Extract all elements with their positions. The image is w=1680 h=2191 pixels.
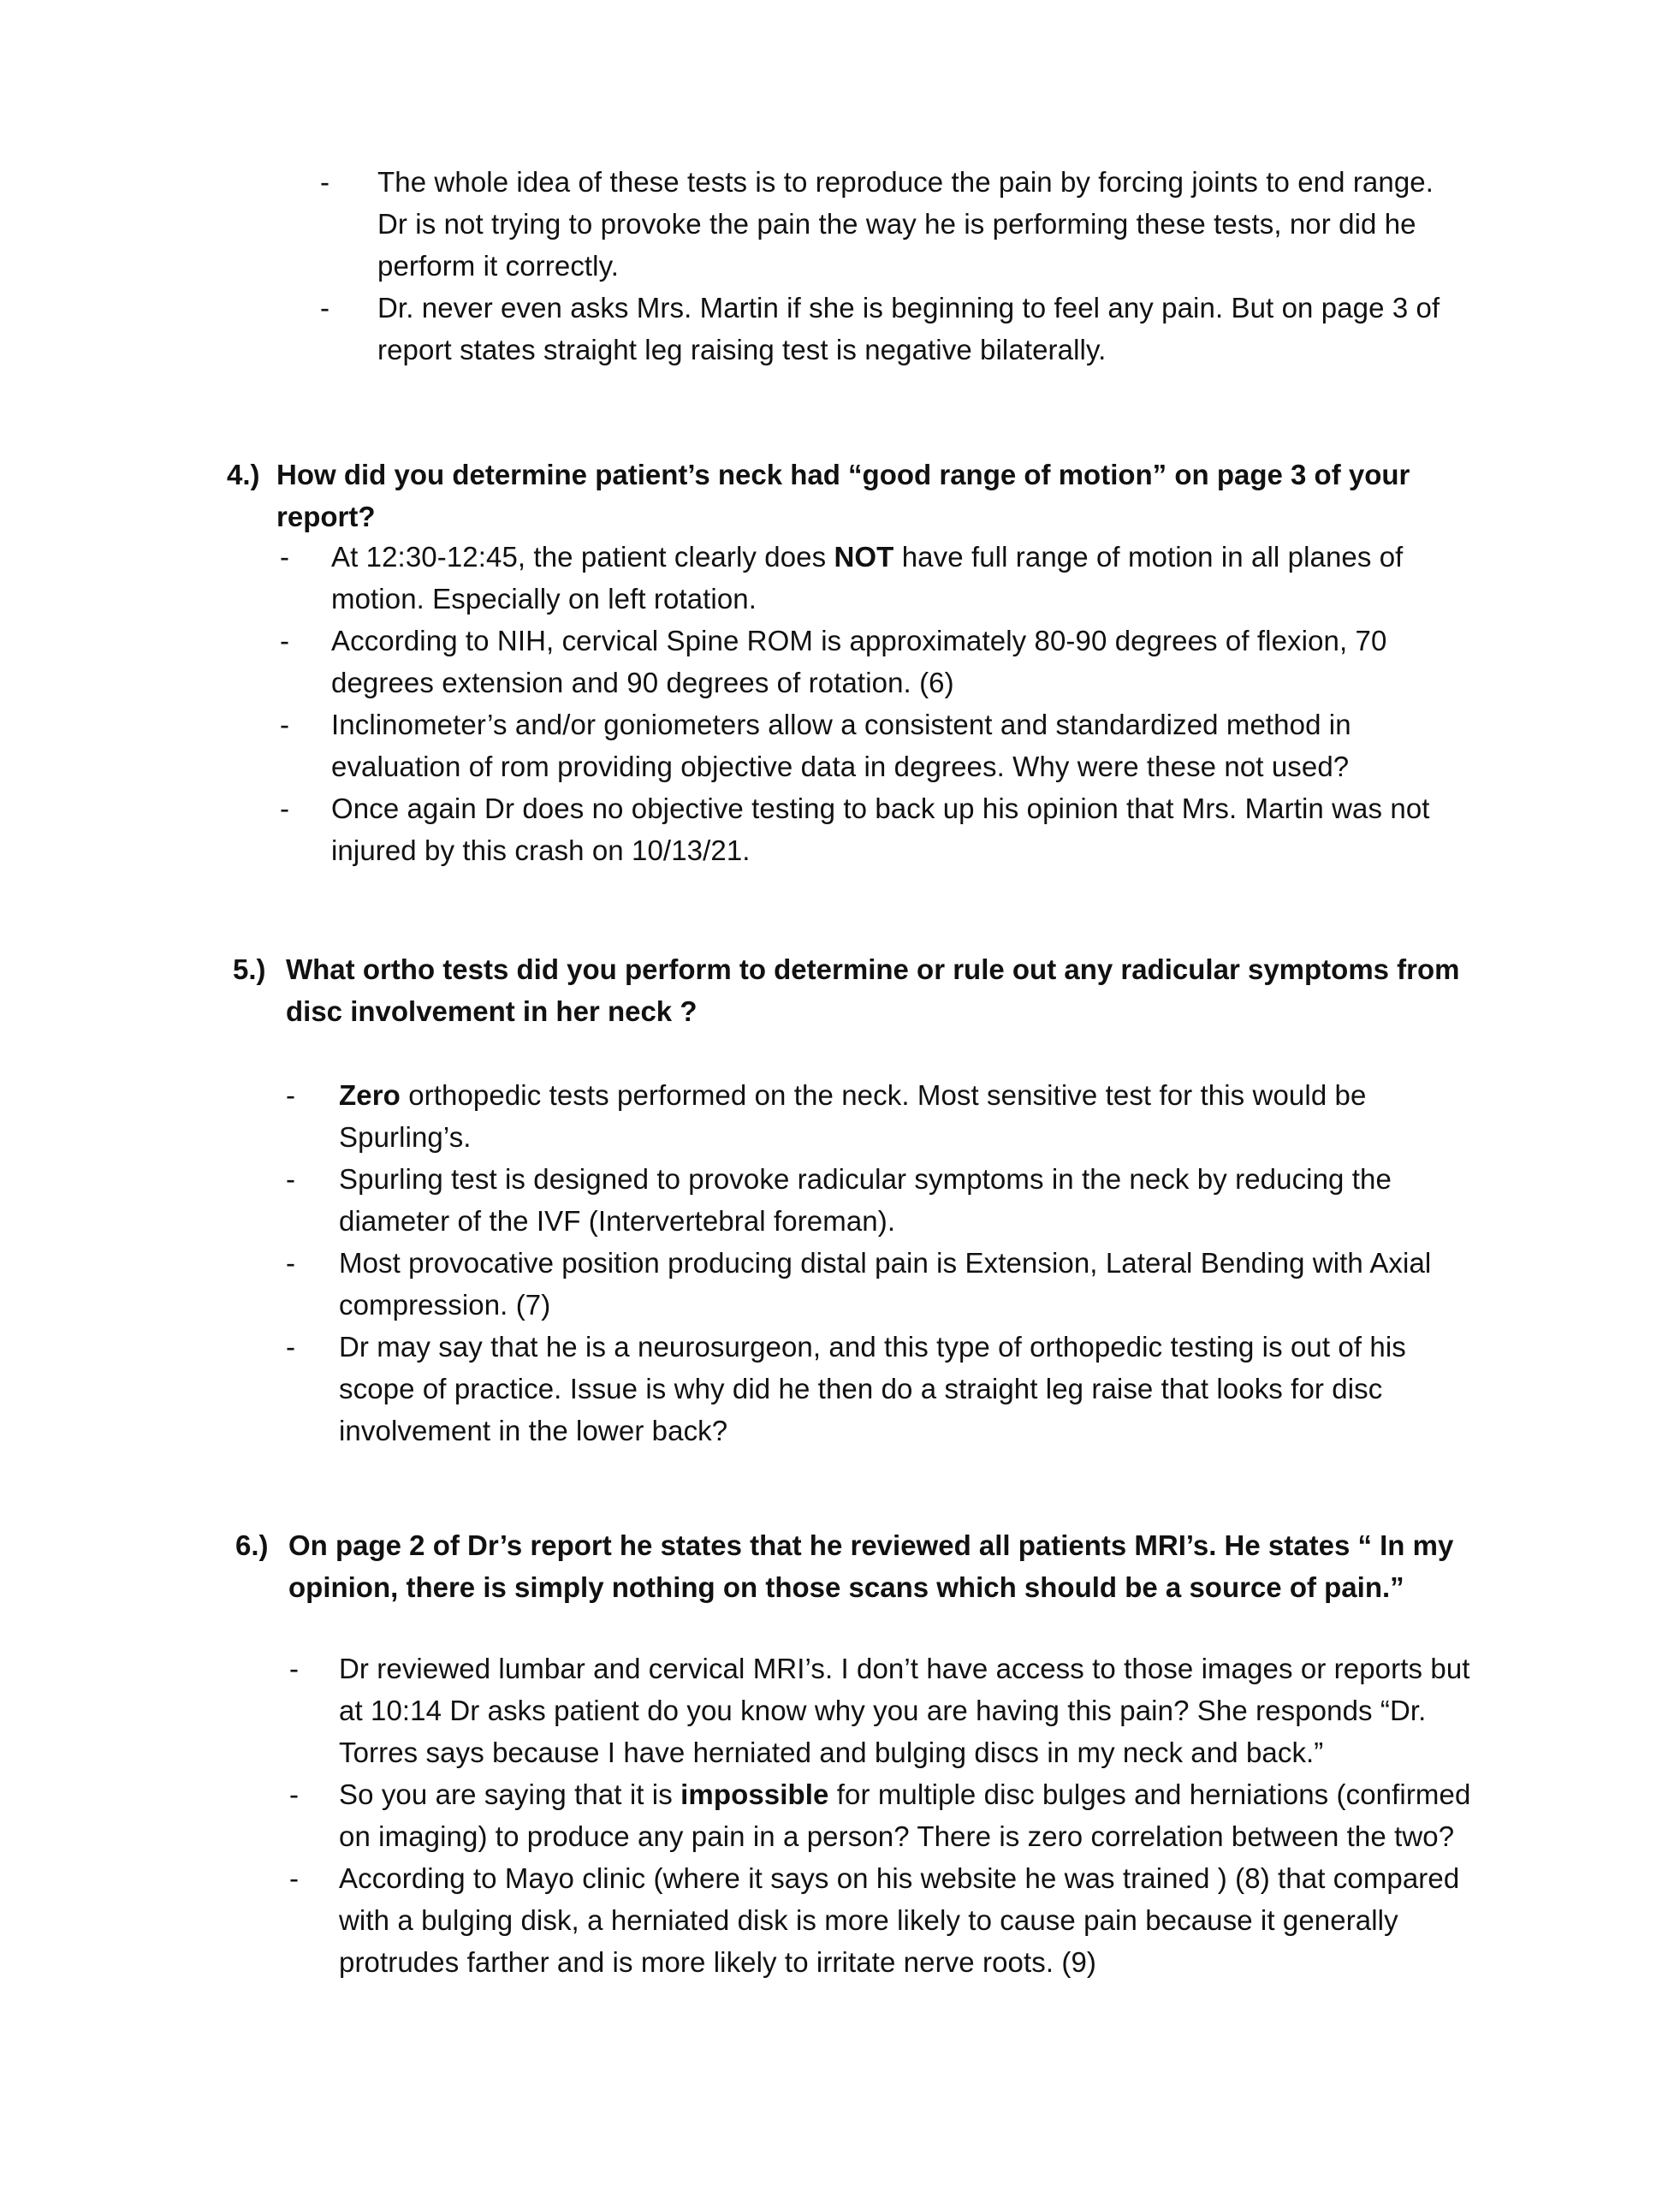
bullet-emphasis: impossible — [680, 1778, 829, 1810]
question-text: How did you determine patient’s neck had “good range of motion” on page 3 of your report? — [276, 459, 1410, 532]
bullet-emphasis: NOT — [834, 541, 894, 573]
bullet-text: Once again Dr does no objective testing to back up his opinion that Mrs. Martin was not injured by this crash on 10/13/21. — [331, 793, 1430, 866]
bullet-text: The whole idea of these tests is to reproduce the pain by forcing joints to end range. Dr is not trying to provoke the pain the way he is performing these tests, nor did he perform it correctly. — [377, 166, 1434, 282]
list-item — [289, 1857, 1494, 1983]
bullet-dash: - — [280, 793, 290, 824]
bullet-dash: - — [289, 1653, 300, 1684]
bullet-text-before: So you are saying that it is — [339, 1778, 681, 1810]
bullet-text-before: At 12:30-12:45, the patient clearly does — [331, 541, 834, 573]
bullet-text: Most provocative position producing distal pain is Extension, Lateral Bending with Axial compression. (7) — [339, 1247, 1432, 1321]
bullet-text: Spurling test is designed to provoke radicular symptoms in the neck by reducing the diameter of the IVF (Intervertebral foreman). — [339, 1163, 1392, 1237]
bullet-dash: - — [280, 709, 290, 740]
bullet-text-after: orthopedic tests performed on the neck. Most sensitive test for this would be Spurling’s. — [339, 1079, 1367, 1153]
bullet-text: Dr. never even asks Mrs. Martin if she is beginning to feel any pain. But on page 3 of report states straight leg raising test is negative bilaterally. — [377, 292, 1440, 365]
list-item — [280, 536, 1487, 620]
bullet-dash: - — [289, 1862, 300, 1894]
list-item — [280, 620, 1487, 704]
bullet-dash: - — [289, 1778, 300, 1810]
bullet-text: Dr may say that he is a neurosurgeon, and this type of orthopedic testing is out of his scope of practice. Issue is why did he then do a straight leg raise that looks for disc involvement in the lower back? — [339, 1331, 1406, 1446]
bullet-text-after: for multiple disc bulges and herniations (confirmed on imaging) to produce any pain in a person? There is zero correlation between the two? — [339, 1778, 1471, 1852]
list-item — [286, 1242, 1486, 1326]
bullet-dash: - — [280, 625, 290, 656]
list-item — [320, 161, 1464, 287]
question-text: On page 2 of Dr’s report he states that he reviewed all patients MRI’s. He states “ In my opinion, there is simply nothing on those scans which should be a source of pain.” — [288, 1529, 1454, 1603]
bullet-text: Dr reviewed lumbar and cervical MRI’s. I don’t have access to those images or reports but at 10:14 Dr asks patient do you know why you are having this pain? She responds “Dr. Torres says because I have herniated and bulging discs in my neck and back.” — [339, 1653, 1470, 1768]
bullet-dash: - — [286, 1331, 296, 1363]
bullet-text: Inclinometer’s and/or goniometers allow a consistent and standardized method in evaluation of rom providing objective data in degrees. Why were these not used? — [331, 709, 1351, 782]
list-item — [320, 287, 1464, 371]
question-number: 6.) — [235, 1529, 269, 1561]
list-item — [289, 1648, 1494, 1773]
bullet-dash: - — [286, 1163, 296, 1195]
list-item — [280, 787, 1487, 871]
question-number: 4.) — [227, 459, 260, 490]
list-item — [280, 704, 1487, 787]
bullet-dash: - — [286, 1079, 296, 1111]
list-item — [286, 1074, 1486, 1158]
bullet-dash: - — [320, 166, 330, 198]
intro-bullet-list — [320, 161, 1464, 371]
question-6-bullet-list — [289, 1648, 1494, 1983]
question-4-heading — [227, 454, 1475, 537]
question-text: What ortho tests did you perform to determine or rule out any radicular symptoms from disc involvement in her neck ? — [286, 953, 1460, 1027]
bullet-text: According to NIH, cervical Spine ROM is approximately 80-90 degrees of flexion, 70 degrees extension and 90 degrees of rotation. (6) — [331, 625, 1387, 698]
bullet-dash: - — [320, 292, 330, 324]
question-5-heading — [233, 948, 1484, 1032]
list-item — [286, 1158, 1486, 1242]
question-4-bullet-list — [280, 536, 1487, 871]
list-item — [289, 1773, 1494, 1857]
bullet-emphasis: Zero — [339, 1079, 401, 1111]
list-item — [286, 1326, 1486, 1452]
bullet-text-after: have full range of motion in all planes of motion. Especially on left rotation. — [331, 541, 1404, 615]
question-6-heading — [235, 1524, 1487, 1608]
question-number: 5.) — [233, 953, 266, 985]
bullet-dash: - — [286, 1247, 296, 1279]
bullet-text: According to Mayo clinic (where it says on his website he was trained ) (8) that compared with a bulging disk, a herniated disk is more likely to cause pain because it generally protrudes farther and is more likely to irritate nerve roots. (9) — [339, 1862, 1460, 1978]
bullet-dash: - — [280, 541, 290, 573]
question-5-bullet-list — [286, 1074, 1486, 1452]
